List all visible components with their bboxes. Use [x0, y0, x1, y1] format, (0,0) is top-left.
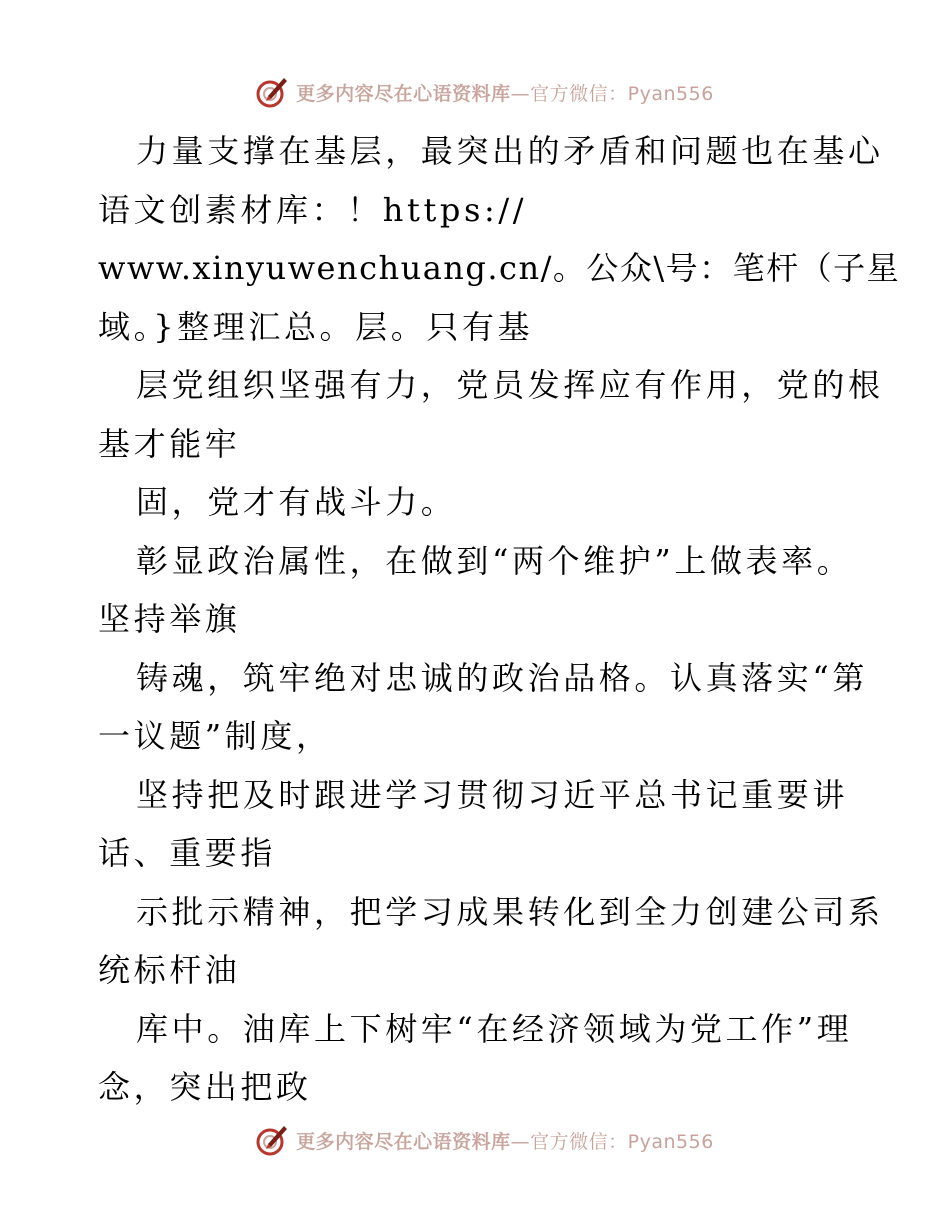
header-suffix: 官方微信：Pyan556	[530, 82, 714, 105]
pen-logo-icon	[254, 74, 290, 110]
header-separator: —	[510, 82, 531, 105]
body-line: 力量支撑在基层，最突出的矛盾和问题也在基心	[136, 132, 884, 170]
body-line: 语文创素材库：！https://	[98, 190, 528, 229]
header-banner-text	[296, 79, 714, 106]
footer-banner-text	[296, 1127, 714, 1154]
header-brand: 更多内容尽在心语资料库	[296, 82, 511, 105]
document-body	[98, 122, 901, 1117]
body-line: 统标杆油	[98, 951, 241, 989]
body-line: 一议题”制度，	[98, 717, 332, 755]
body-line: 库中。油库上下树牢“在经济领域为党工作”理	[136, 1009, 853, 1048]
body-line: 层党组织坚强有力，党员发挥应有作用，党的根	[136, 366, 884, 404]
header-banner	[0, 72, 950, 112]
body-line: 铸魂，筑牢绝对忠诚的政治品格。认真落实“第	[136, 658, 868, 697]
body-line: 坚持把及时跟进学习贯彻习近平总书记重要讲	[136, 775, 849, 814]
footer-separator: —	[510, 1130, 531, 1153]
body-line: 念，突出把政	[98, 1068, 312, 1106]
footer-banner-inner	[254, 1122, 714, 1158]
pen-logo-icon	[254, 1122, 290, 1158]
body-line: 话、重要指	[98, 834, 277, 872]
body-line: 坚持举旗	[98, 600, 241, 638]
header-banner-inner	[254, 74, 714, 110]
body-line: 彰显政治属性，在做到“两个维护”上做表率。	[136, 541, 853, 580]
body-line: 示批示精神，把学习成果转化到全力创建公司系	[136, 892, 884, 931]
body-line: 固，党才有战斗力。	[136, 483, 457, 521]
footer-suffix: 官方微信：Pyan556	[530, 1130, 714, 1153]
footer-brand: 更多内容尽在心语资料库	[296, 1130, 511, 1153]
footer-banner	[0, 1120, 950, 1160]
body-line: www.xinyuwenchuang.cn/。公众\号：笔杆（子星	[98, 249, 901, 287]
body-line: 域。}整理汇总。层。只有基	[98, 307, 534, 346]
body-line: 基才能牢	[98, 424, 241, 463]
